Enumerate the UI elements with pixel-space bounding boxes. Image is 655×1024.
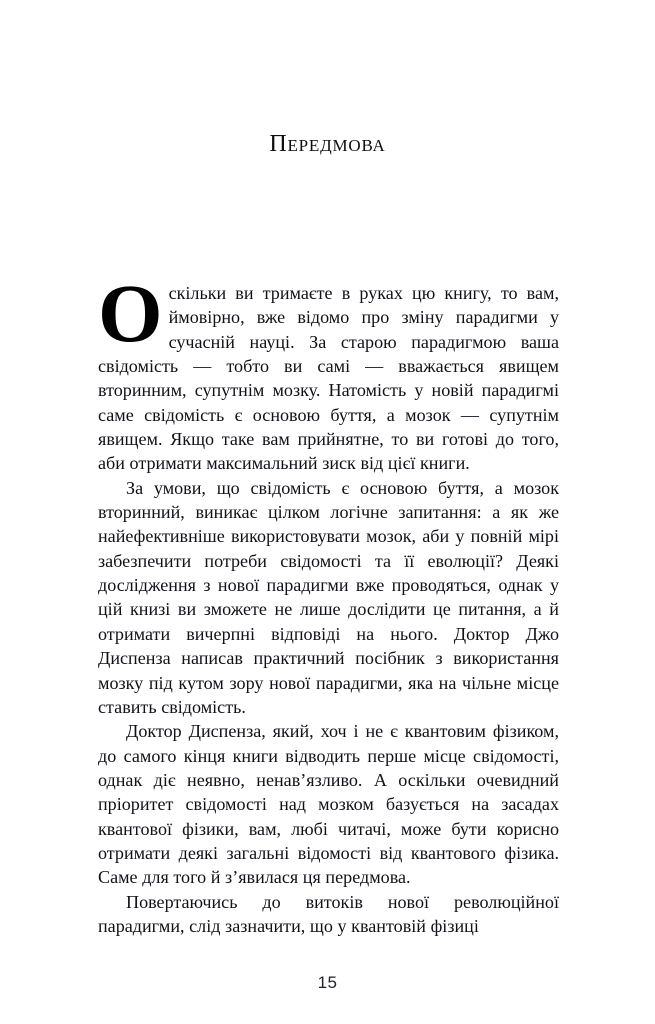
paragraph-text: Доктор Диспенза, який, хоч і не є квантовим фізиком, до самого кінця книги відводить перше місце свідомості, однак діє неявно, ненав’язливо. А оскільки очевидний пріоритет свідомості над мозком базується на засадах квантової фізики, вам, любі читачі, може бути корисно отримати деякі загальні відомості від квантового фізика. Саме для того й з’явилася ця передмова. <box>98 721 559 888</box>
paragraph <box>98 890 559 939</box>
paragraph-text: скільки ви тримаєте в руках цю книгу, то вам, ймовірно, вже відомо про зміну парадигми у сучасній науці. За старою парадигмою ваша свідомість — тобто ви самі — вважається явищем вторинним, супутнім мозку. Натомість у новій парадигмі саме свідомість є основою буття, а мозок — супутнім явищем. Якщо таке вам прийнятне, то ви готові до того, аби отримати максимальний зиск від цієї книги. <box>98 283 559 474</box>
paragraph-text: Повертаючись до витоків нової революційної парадигми, слід зазначити, що у квантовій фізиці <box>98 891 559 936</box>
drop-cap: О <box>98 267 163 359</box>
page-title: Передмова <box>269 131 386 158</box>
paragraph-text: За умови, що свідомість є основою буття, а мозок вторинний, виникає цілком логічне запитання: а як же найефективніше використовувати мозок, аби у повній мірі забезпечити потреби свідомості та її еволюції? Деякі дослідження з нової парадигми вже проводяться, однак у цій книзі ви зможете не лише дослідити це питання, а й отримати вичерпні відповіді на нього. Доктор Джо Диспенза написав практичний посібник з використання мозку під кутом зору нової парадигми, яка на чільне місце ставить свідомість. <box>98 477 559 717</box>
body-text-block <box>98 267 559 938</box>
page-number: 15 <box>317 973 338 992</box>
paragraph <box>98 719 559 889</box>
paragraph <box>98 476 559 719</box>
paragraph <box>98 267 559 476</box>
